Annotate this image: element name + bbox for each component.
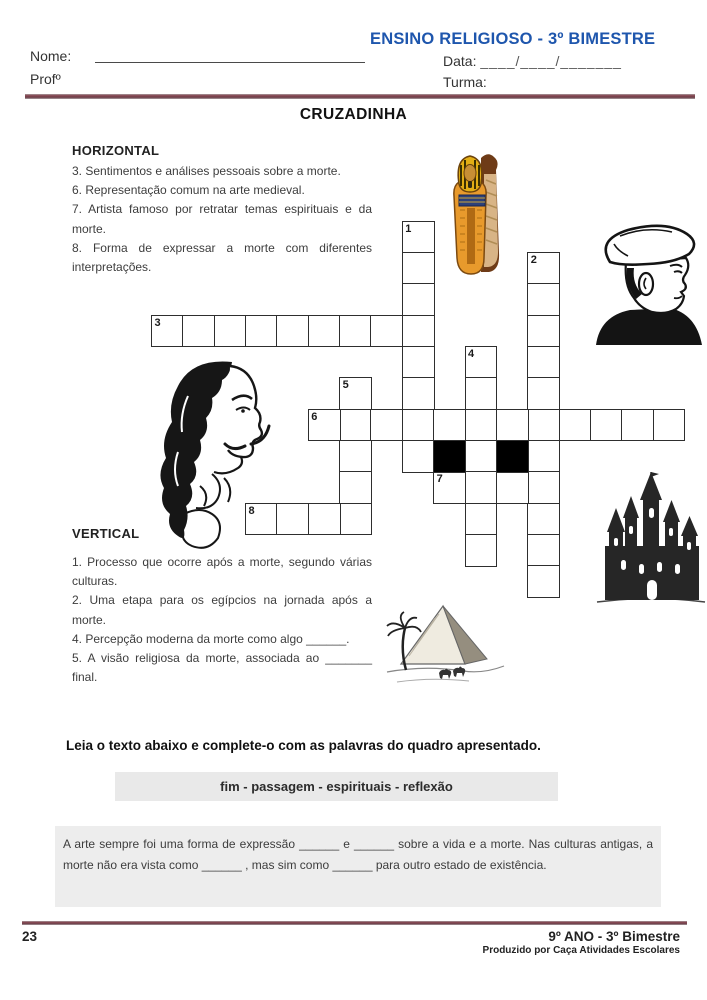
- crossword-cell: [308, 503, 341, 536]
- crossword-cell: [527, 565, 560, 598]
- crossword-cell: [308, 409, 341, 442]
- crossword-cell: [370, 315, 403, 348]
- footer-credits: [483, 929, 680, 956]
- crossword-cell: [402, 346, 435, 379]
- crossword-cell: [496, 409, 529, 442]
- nome-label: Nome:: [30, 48, 72, 64]
- footer-divider: [22, 921, 687, 925]
- crossword-cell: [245, 503, 278, 536]
- crossword-cell: [402, 377, 435, 410]
- crossword-clue-number: 5: [342, 379, 349, 392]
- crossword-cell: [527, 283, 560, 316]
- crossword-cell: [339, 503, 372, 536]
- crossword-cell: [527, 440, 560, 473]
- footer-page-number: 23: [22, 929, 38, 944]
- crossword-cell: [214, 315, 247, 348]
- clue-text: 5. A visão religiosa da morte, associada ao _______ final.: [72, 651, 372, 685]
- vertical-heading: VERTICAL: [72, 526, 140, 541]
- crossword-cell: [527, 315, 560, 348]
- crossword-clue-number: 1: [405, 222, 412, 235]
- crossword-cell: [653, 409, 686, 442]
- fill-text-box: [55, 826, 661, 907]
- crossword-clue-number: 8: [248, 504, 255, 517]
- crossword-black-cell: [433, 440, 466, 473]
- clue-text: 7. Artista famoso por retratar temas espirituais e da morte.: [72, 202, 372, 236]
- crossword-cell: [339, 409, 372, 442]
- clue-text: 1. Processo que ocorre após a morte, segundo várias culturas.: [72, 555, 372, 589]
- crossword-clue-number: 6: [311, 410, 318, 423]
- page-title: ENSINO RELIGIOSO - 3º BIMESTRE: [370, 30, 656, 48]
- crossword-cell: [559, 409, 592, 442]
- crossword-clue-number: 2: [530, 253, 537, 266]
- crossword-cell: [402, 252, 435, 285]
- crossword-cell: [527, 409, 560, 442]
- crossword-cell: [621, 409, 654, 442]
- crossword-cell: [339, 440, 372, 473]
- crossword-cell: [527, 471, 560, 504]
- fill-text: A arte sempre foi uma forma de expressão ______ e ______ sobre a vida e a morte. Nas culturas antigas, a morte não era vista como ______ , mas sim como ______ para outro estado de existência.: [63, 837, 653, 872]
- crossword-cell: [402, 315, 435, 348]
- clue-text: 8. Forma de expressar a morte com diferentes interpretações.: [72, 240, 372, 275]
- crossword-black-cell: [496, 440, 529, 473]
- crossword-cell: [370, 409, 403, 442]
- crossword-cell: [527, 346, 560, 379]
- clue-text: 2. Uma etapa para os egípcios na jornada após a morte.: [72, 593, 372, 627]
- data-blanks: ____/____/_______: [480, 53, 622, 69]
- turma-label: Turma:: [443, 74, 487, 90]
- crossword-cell: [402, 440, 435, 473]
- crossword-cell: [590, 409, 623, 442]
- crossword-cell: [182, 315, 215, 348]
- crossword-cell: [339, 471, 372, 504]
- crossword-cell: [402, 409, 435, 442]
- crossword-cell: [276, 315, 309, 348]
- worksheet-title: CRUZADINHA: [299, 106, 408, 123]
- prof-label: Profº: [30, 71, 61, 87]
- clue-text: 3. Sentimentos e análises pessoais sobre a morte.: [72, 164, 341, 178]
- crossword-cell: [276, 503, 309, 536]
- crossword-cell: [465, 503, 498, 536]
- crossword-clue-number: 4: [468, 347, 475, 360]
- crossword-cell: [339, 315, 372, 348]
- crossword-cell: [527, 503, 560, 536]
- horizontal-heading: HORIZONTAL: [72, 143, 160, 158]
- crossword-cell: [308, 315, 341, 348]
- crossword-cell: [402, 221, 435, 254]
- crossword-cell: [465, 377, 498, 410]
- crossword-clue-number: 3: [154, 316, 161, 329]
- crossword-cell: [465, 471, 498, 504]
- crossword-cell: [245, 315, 278, 348]
- crossword-cell: [339, 377, 372, 410]
- data-label: Data:: [443, 53, 477, 69]
- word-bank-box: fim - passagem - espirituais - reflexão: [115, 772, 558, 801]
- crossword-cell: [527, 252, 560, 285]
- clue-text: 4. Percepção moderna da morte como algo ______.: [72, 631, 350, 646]
- crossword-cell: [527, 534, 560, 567]
- crossword-cell: [496, 471, 529, 504]
- crossword-cell: [433, 471, 466, 504]
- crossword-cell: [465, 440, 498, 473]
- footer-grade-line: 9º ANO - 3º Bimestre: [548, 929, 680, 944]
- crossword-cell: [465, 534, 498, 567]
- instruction-text: Leia o texto abaixo e complete-o com as palavras do quadro apresentado.: [66, 738, 541, 753]
- crossword-clue-number: 7: [436, 473, 443, 486]
- crossword-cell: [465, 409, 498, 442]
- crossword-cell: [151, 315, 184, 348]
- footer-producer-line: Produzido por Caça Atividades Escolares: [482, 945, 680, 956]
- crossword-cell: [402, 283, 435, 316]
- crossword-cell: [465, 346, 498, 379]
- crossword-cell: [433, 409, 466, 442]
- crossword-cell: [527, 377, 560, 410]
- clue-text: 6. Representação comum na arte medieval.: [72, 183, 305, 198]
